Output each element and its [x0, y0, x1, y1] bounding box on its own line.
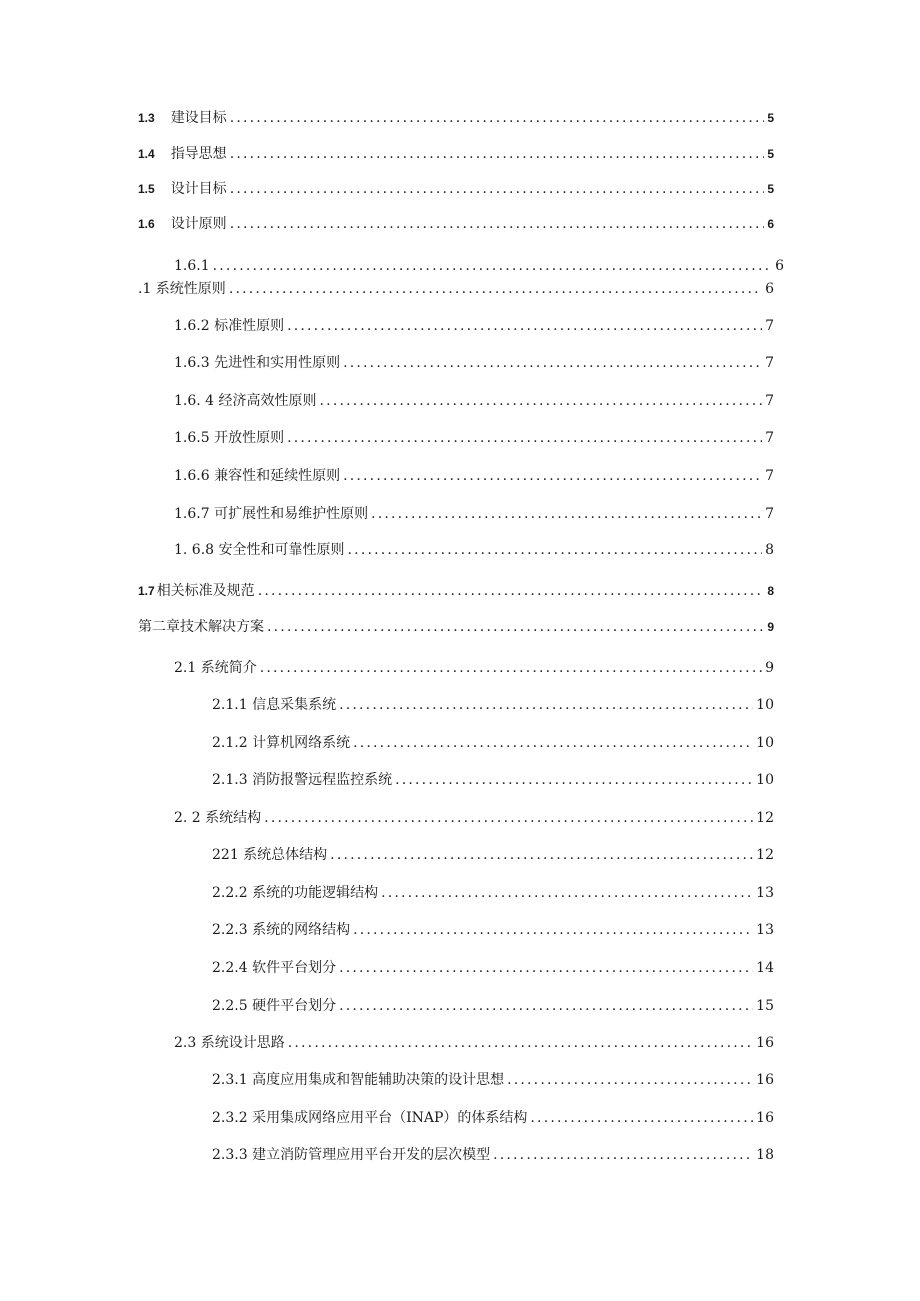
toc-entry-title: 2.1.1 信息采集系统: [212, 697, 337, 713]
toc-entry-number: 1.4: [138, 147, 155, 161]
toc-dot-leader: [287, 427, 762, 449]
toc-entry[interactable]: [174, 657, 774, 679]
toc-dot-leader: [260, 657, 762, 679]
toc-entry-number: 1.3: [138, 111, 155, 125]
toc-page-number: 5: [767, 147, 774, 161]
toc-dot-leader: [339, 694, 753, 716]
toc-entry-title: 1.6.3 先进性和实用性原则: [174, 355, 341, 371]
toc-entry-title: 2.3.3 建立消防管理应用平台开发的层次模型: [212, 1147, 491, 1163]
toc-dot-leader: [229, 278, 762, 300]
toc-dot-leader: [395, 769, 753, 791]
toc-entry[interactable]: [174, 1032, 774, 1054]
toc-entry-title: 建设目标: [170, 110, 227, 126]
toc-dot-leader: [230, 107, 765, 129]
toc-entry[interactable]: [174, 255, 784, 277]
toc-entry-title: 1.6.1: [174, 258, 210, 274]
toc-dot-leader: [353, 919, 753, 941]
toc-entry[interactable]: [212, 995, 774, 1017]
toc-dot-leader: [507, 1069, 753, 1091]
toc-dot-leader: [330, 844, 753, 866]
toc-dot-leader: [493, 1144, 753, 1166]
toc-entry-title: 1.6. 4 经济高效性原则: [174, 393, 317, 409]
toc-entry[interactable]: [174, 390, 774, 412]
toc-dot-leader: [230, 213, 765, 235]
toc-page-number: 16: [756, 1072, 774, 1088]
toc-dot-leader: [320, 390, 763, 412]
toc-entry-number: 1.7: [138, 584, 155, 598]
toc-entry[interactable]: [174, 352, 774, 374]
toc-entry[interactable]: [138, 278, 774, 300]
toc-entry-title: 指导思想: [170, 146, 227, 162]
toc-dot-leader: [258, 580, 765, 602]
toc-entry[interactable]: [212, 919, 774, 941]
toc-page-number: 12: [756, 847, 774, 863]
toc-page-number: 14: [756, 960, 774, 976]
toc-page-number: 10: [756, 697, 774, 713]
toc-page-number: 8: [765, 542, 774, 558]
toc-page-number: 16: [756, 1035, 774, 1051]
toc-dot-leader: [381, 882, 753, 904]
toc-entry[interactable]: [212, 957, 774, 979]
toc-dot-leader: [230, 143, 765, 165]
toc-page-number: 7: [765, 393, 774, 409]
toc-dot-leader: [267, 616, 764, 638]
toc-entry[interactable]: [174, 807, 774, 829]
toc-entry-title: 2. 2 系统结构: [174, 810, 262, 826]
toc-dot-leader: [343, 465, 762, 487]
toc-page-number: 6: [767, 217, 774, 231]
toc-page-number: 15: [756, 998, 774, 1014]
toc-page-number: 18: [756, 1147, 774, 1163]
toc-page-number: 6: [775, 258, 784, 274]
toc-dot-leader: [213, 255, 772, 277]
toc-entry-title: 第二章技术解决方案: [138, 619, 264, 635]
toc-page-number: 10: [756, 735, 774, 751]
toc-page-number: 8: [767, 584, 774, 598]
toc-entry[interactable]: [212, 844, 774, 866]
toc-entry-title: 1.6.2 标准性原则: [174, 318, 285, 334]
toc-page-number: 7: [765, 318, 774, 334]
toc-page-number: 7: [765, 355, 774, 371]
toc-entry[interactable]: [212, 769, 774, 791]
toc-entry-title: 2.1 系统简介: [174, 660, 257, 676]
toc-entry[interactable]: [138, 143, 774, 165]
toc-entry-number: 1.6: [138, 217, 155, 231]
toc-page-number: 6: [765, 281, 774, 297]
toc-entry-title: 1.6.6 兼容性和延续性原则: [174, 468, 341, 484]
toc-page-number: 16: [756, 1110, 774, 1126]
toc-page-number: 12: [756, 810, 774, 826]
toc-dot-leader: [339, 957, 753, 979]
toc-entry[interactable]: [212, 1107, 774, 1129]
toc-page-number: 9: [767, 620, 774, 634]
toc-page-number: 7: [765, 430, 774, 446]
toc-entry-title: 2.2.5 硬件平台划分: [212, 998, 337, 1014]
toc-dot-leader: [530, 1107, 753, 1129]
toc-dot-leader: [343, 352, 762, 374]
toc-entry-title: 1. 6.8 安全性和可靠性原则: [174, 542, 345, 558]
toc-entry-title: 2.2.4 软件平台划分: [212, 960, 337, 976]
toc-dot-leader: [371, 503, 762, 525]
toc-page-number: 10: [756, 772, 774, 788]
toc-entry-title: 2.2.2 系统的功能逻辑结构: [212, 885, 379, 901]
toc-page-number: 7: [765, 468, 774, 484]
toc-entry-title: 1.6.7 可扩展性和易维护性原则: [174, 506, 369, 522]
toc-entry[interactable]: [174, 465, 774, 487]
toc-entry[interactable]: [212, 1069, 774, 1091]
toc-page-number: 9: [765, 660, 774, 676]
toc-entry-title: 相关标准及规范: [156, 583, 255, 599]
toc-dot-leader: [230, 178, 765, 200]
toc-entry-title: 设计原则: [170, 216, 227, 232]
toc-entry-title: .1 系统性原则: [138, 281, 226, 297]
toc-entry-number: 1.5: [138, 182, 155, 196]
toc-entry-title: 2.3.1 高度应用集成和智能辅助决策的设计思想: [212, 1072, 505, 1088]
toc-entry-title: 设计目标: [170, 181, 227, 197]
toc-entry[interactable]: [138, 580, 774, 602]
toc-dot-leader: [348, 539, 763, 561]
toc-entry-title: 2.3 系统设计思路: [174, 1035, 285, 1051]
toc-entry[interactable]: [174, 503, 774, 525]
toc-page-number: 7: [765, 506, 774, 522]
toc-dot-leader: [353, 732, 753, 754]
toc-page-number: 13: [756, 885, 774, 901]
toc-dot-leader: [287, 315, 762, 337]
toc-page-number: 5: [767, 182, 774, 196]
toc-entry[interactable]: [138, 178, 774, 200]
toc-entry-title: 2.1.2 计算机网络系统: [212, 735, 351, 751]
toc-entry[interactable]: [212, 1144, 774, 1166]
toc-entry[interactable]: [174, 315, 774, 337]
toc-entry-title: 2.2.3 系统的网络结构: [212, 922, 351, 938]
toc-page-number: 13: [756, 922, 774, 938]
toc-entry[interactable]: [212, 732, 774, 754]
toc-entry-title: 221 系统总体结构: [212, 847, 328, 863]
toc-dot-leader: [339, 995, 753, 1017]
toc-entry[interactable]: [138, 616, 774, 638]
toc-entry[interactable]: [212, 694, 774, 716]
toc-entry-title: 2.3.2 采用集成网络应用平台（INAP）的体系结构: [212, 1110, 528, 1126]
toc-page-number: 5: [767, 111, 774, 125]
toc-entry[interactable]: [138, 107, 774, 129]
toc-entry[interactable]: [174, 539, 774, 561]
toc-dot-leader: [288, 1032, 753, 1054]
toc-entry[interactable]: [138, 213, 774, 235]
toc-dot-leader: [264, 807, 753, 829]
toc-entry-title: 2.1.3 消防报警远程监控系统: [212, 772, 393, 788]
toc-entry-title: 1.6.5 开放性原则: [174, 430, 285, 446]
toc-entry[interactable]: [174, 427, 774, 449]
toc-entry[interactable]: [212, 882, 774, 904]
